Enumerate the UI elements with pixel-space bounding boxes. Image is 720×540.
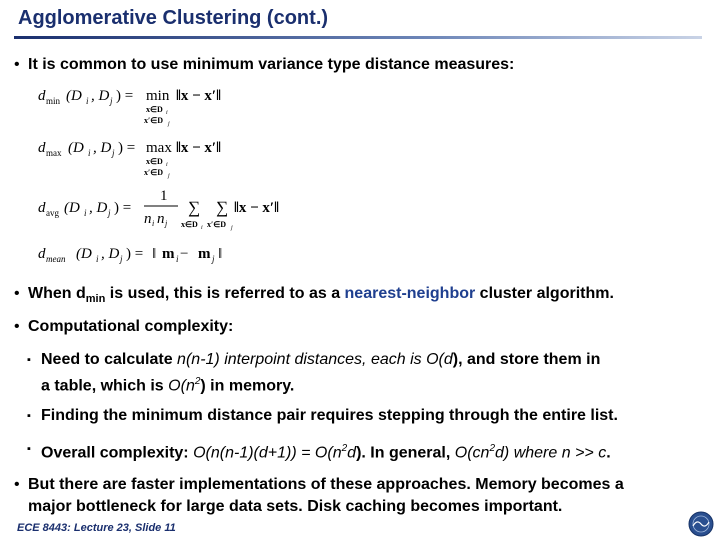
- slide-title: Agglomerative Clustering (cont.): [18, 7, 329, 29]
- eq-minus: −: [180, 246, 189, 262]
- eq-comma: , D: [101, 246, 120, 262]
- eq-j: j: [112, 148, 115, 158]
- eq-sum2-cond: x′∈D: [207, 220, 226, 229]
- eq-cond2-j: j: [168, 173, 170, 179]
- bullet-text: It is common to use minimum variance type distance measures:: [28, 56, 515, 73]
- eq-m2: m: [198, 246, 211, 262]
- eq-norm: ‖x − x′‖: [176, 140, 221, 156]
- eq-close: ) =: [126, 246, 144, 262]
- line-1: But there are faster implementations of these approaches. Memory becomes a: [28, 476, 624, 493]
- eq-frac-den: n: [144, 211, 152, 227]
- bullet-dot: •: [14, 285, 20, 302]
- eq-sum1: ∑: [188, 198, 201, 217]
- subbullet-minimum-distance-pair: [27, 405, 618, 427]
- eq-args: (D: [76, 246, 92, 262]
- eq-frac-den-j: j: [165, 219, 168, 228]
- subscript-min: min: [85, 293, 106, 306]
- bullet-dot: •: [14, 56, 20, 73]
- eq-sum2-cond-j: j: [231, 225, 233, 231]
- eq-m1: m: [162, 246, 175, 262]
- eq-sum1-cond: x∈D: [181, 220, 198, 229]
- eq-i: i: [86, 96, 89, 106]
- eq-op: max: [146, 140, 172, 156]
- eq-args: (D: [68, 140, 84, 156]
- slide-footer: ECE 8443: Lecture 23, Slide 11: [17, 522, 176, 534]
- eq-comma: , D: [93, 140, 112, 156]
- eq-j: j: [108, 208, 111, 218]
- eq-sub: avg: [46, 208, 59, 218]
- text: is used, this is referred to as a: [105, 285, 345, 302]
- eq-d: d: [38, 140, 46, 156]
- eq-cond1-i: i: [166, 110, 168, 116]
- bullet-distance-measures: [14, 54, 515, 76]
- title-underline: [14, 36, 702, 39]
- distance-equations: [38, 80, 308, 270]
- eq-j: j: [110, 96, 113, 106]
- equation-dmax: [38, 140, 221, 179]
- eq-sub: max: [46, 148, 62, 158]
- eq-d: d: [38, 88, 46, 104]
- bullet-nearest-neighbor: [14, 283, 614, 310]
- eq-d: d: [38, 200, 46, 216]
- eq-sum2: ∑: [216, 198, 229, 217]
- eq-i: i: [96, 254, 99, 264]
- text: cluster algorithm.: [475, 285, 614, 302]
- square-bullet: ▪: [27, 443, 31, 455]
- eq-cond1: x∈D: [146, 157, 163, 166]
- bullet-dot: •: [14, 318, 20, 335]
- subbullet-overall-complexity: ▪ Overall complexity: $O(n(n-1)(d+1)) = O(n^2d)$. In general, $O(cn^2d)$ where n >> c.: [41, 438, 611, 464]
- line-1: Need to calculate n(n-1) interpoint distances, each is O(d), and store them in: [41, 351, 601, 368]
- eq-i: i: [84, 208, 87, 218]
- eq-close: ) =: [118, 140, 136, 156]
- subbullet-text: Finding the minimum distance pair requires stepping through the entire list.: [41, 407, 618, 424]
- eq-m2-j: j: [212, 254, 215, 264]
- eq-args: (D: [66, 88, 82, 104]
- eq-op: min: [146, 88, 170, 104]
- equation-davg: [38, 188, 279, 231]
- eq-d: d: [38, 246, 46, 262]
- eq-comma: , D: [89, 200, 108, 216]
- eq-cond2: x′∈D: [144, 168, 163, 177]
- eq-i: i: [88, 148, 91, 158]
- text: When d: [28, 285, 86, 302]
- eq-cond2: x′∈D: [144, 116, 163, 125]
- eq-frac-den-i: i: [152, 219, 155, 228]
- eq-cond2-j: j: [168, 121, 170, 127]
- equation-dmean: [38, 246, 222, 264]
- eq-cond1: x∈D: [146, 105, 163, 114]
- eq-j: j: [120, 254, 123, 264]
- square-bullet: ▪: [27, 354, 31, 366]
- bullet-dot: •: [14, 476, 20, 493]
- equation-dmin: [38, 88, 221, 127]
- eq-frac-num: 1: [160, 188, 168, 204]
- eq-norm-left: ‖: [152, 246, 157, 262]
- eq-norm-right: ‖: [218, 246, 223, 262]
- line-2: a table, which is $O(n^2)$ in memory.: [41, 376, 295, 395]
- bullet-text: Computational complexity:: [28, 318, 234, 335]
- eq-comma: , D: [91, 88, 110, 104]
- eq-cond1-i: i: [166, 162, 168, 168]
- highlight-nearest-neighbor: nearest-neighbor: [344, 285, 476, 302]
- eq-norm: ‖x − x′‖: [176, 88, 221, 104]
- eq-sub: mean: [46, 254, 66, 264]
- bullet-faster-implementations: [14, 474, 624, 518]
- bullet-computational-complexity: [14, 316, 234, 338]
- square-bullet: ▪: [27, 410, 31, 422]
- eq-sub: min: [46, 96, 61, 106]
- line-2: major bottleneck for large data sets. Disk caching becomes important.: [28, 498, 563, 515]
- eq-m1-i: i: [176, 254, 179, 264]
- university-logo-icon: [688, 511, 714, 537]
- eq-frac-den-n: n: [157, 211, 165, 227]
- eq-close: ) =: [114, 200, 132, 216]
- subbullet-interpoint-distances: [27, 349, 601, 397]
- eq-args: (D: [64, 200, 80, 216]
- eq-close: ) =: [116, 88, 134, 104]
- eq-norm: ‖x − x′‖: [234, 200, 279, 216]
- eq-sum1-cond-i: i: [201, 225, 203, 231]
